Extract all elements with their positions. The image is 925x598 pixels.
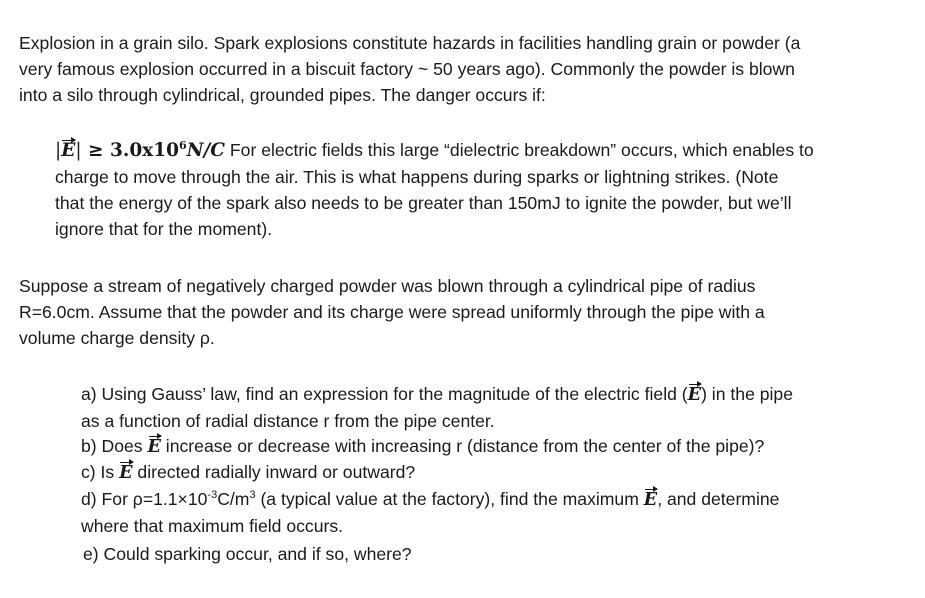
- question-e-text: e) Could sparking occur, and if so, where?: [83, 544, 412, 564]
- vector-e-symbol: E: [644, 487, 657, 513]
- question-b-text-pre: b) Does: [81, 436, 148, 456]
- setup-line-2: R=6.0cm. Assume that the powder and its charge were spread uniformly through the pipe with a: [19, 302, 765, 322]
- question-c: [81, 459, 921, 486]
- question-c-text-pre: c) Is: [81, 462, 120, 482]
- question-d: [81, 486, 921, 539]
- inequality-value: 3.0x10: [110, 140, 179, 161]
- question-d-text-post-1: (a typical value at the factory), find the maximum: [255, 489, 644, 509]
- question-d-unit: C/m: [217, 489, 250, 509]
- question-a: [81, 381, 921, 434]
- question-d-text-post-2: , and determine: [657, 489, 780, 509]
- intro-line-2: very famous explosion occurred in a biscuit factory ~ 50 years ago). Commonly the powder is blown: [19, 59, 795, 79]
- intro-line-1: Explosion in a grain silo. Spark explosions constitute hazards in facilities handling grain or powder (a: [19, 33, 801, 53]
- question-d-line-2: where that maximum field occurs.: [81, 516, 344, 536]
- danger-line-3: that the energy of the spark also needs to be greater than 150mJ to ignite the powder, but we’ll: [55, 193, 792, 213]
- question-d-unit-exponent: 3: [249, 489, 256, 502]
- question-a-line-2: as a function of radial distance r from the pipe center.: [81, 411, 495, 431]
- field-inequality: $|E| \ge 3.0x10^6N/C$: [55, 140, 225, 161]
- question-a-text-pre: a) Using Gauss’ law, find an expression for the magnitude of the electric field (: [81, 384, 688, 404]
- setup-line-1: Suppose a stream of negatively charged powder was blown through a cylindrical pipe of radius: [19, 276, 756, 296]
- question-d-text-pre: d) For ρ=1.1×10: [81, 489, 208, 509]
- question-b: [81, 433, 921, 460]
- question-d-exponent: -3: [207, 489, 218, 502]
- danger-line-4: ignore that for the moment).: [55, 219, 273, 239]
- inequality-exponent: 6: [178, 138, 187, 152]
- inequality-unit: N/C: [186, 140, 226, 161]
- question-c-text-post: directed radially inward or outward?: [132, 462, 416, 482]
- vector-e-symbol: E: [119, 460, 132, 486]
- vector-e-symbol: E: [61, 138, 75, 164]
- vector-e-symbol: E: [148, 434, 161, 460]
- danger-condition-paragraph: [55, 137, 920, 242]
- inequality-symbol: ≥: [88, 140, 104, 161]
- intro-line-3: into a silo through cylindrical, grounded pipes. The danger occurs if:: [19, 85, 546, 105]
- vector-e-symbol: E: [688, 382, 701, 408]
- danger-line-2: charge to move through the air. This is what happens during sparks or lightning strikes. (Note: [55, 167, 779, 187]
- question-a-text-post: ) in the pipe: [701, 384, 794, 404]
- setup-line-3: volume charge density ρ.: [19, 328, 215, 348]
- question-e: [83, 541, 923, 567]
- danger-line-1: For electric fields this large “dielectric breakdown” occurs, which enables to: [229, 140, 814, 160]
- intro-paragraph: [19, 30, 919, 108]
- setup-paragraph: [19, 273, 919, 351]
- question-b-text-post: increase or decrease with increasing r (distance from the center of the pipe)?: [160, 436, 765, 456]
